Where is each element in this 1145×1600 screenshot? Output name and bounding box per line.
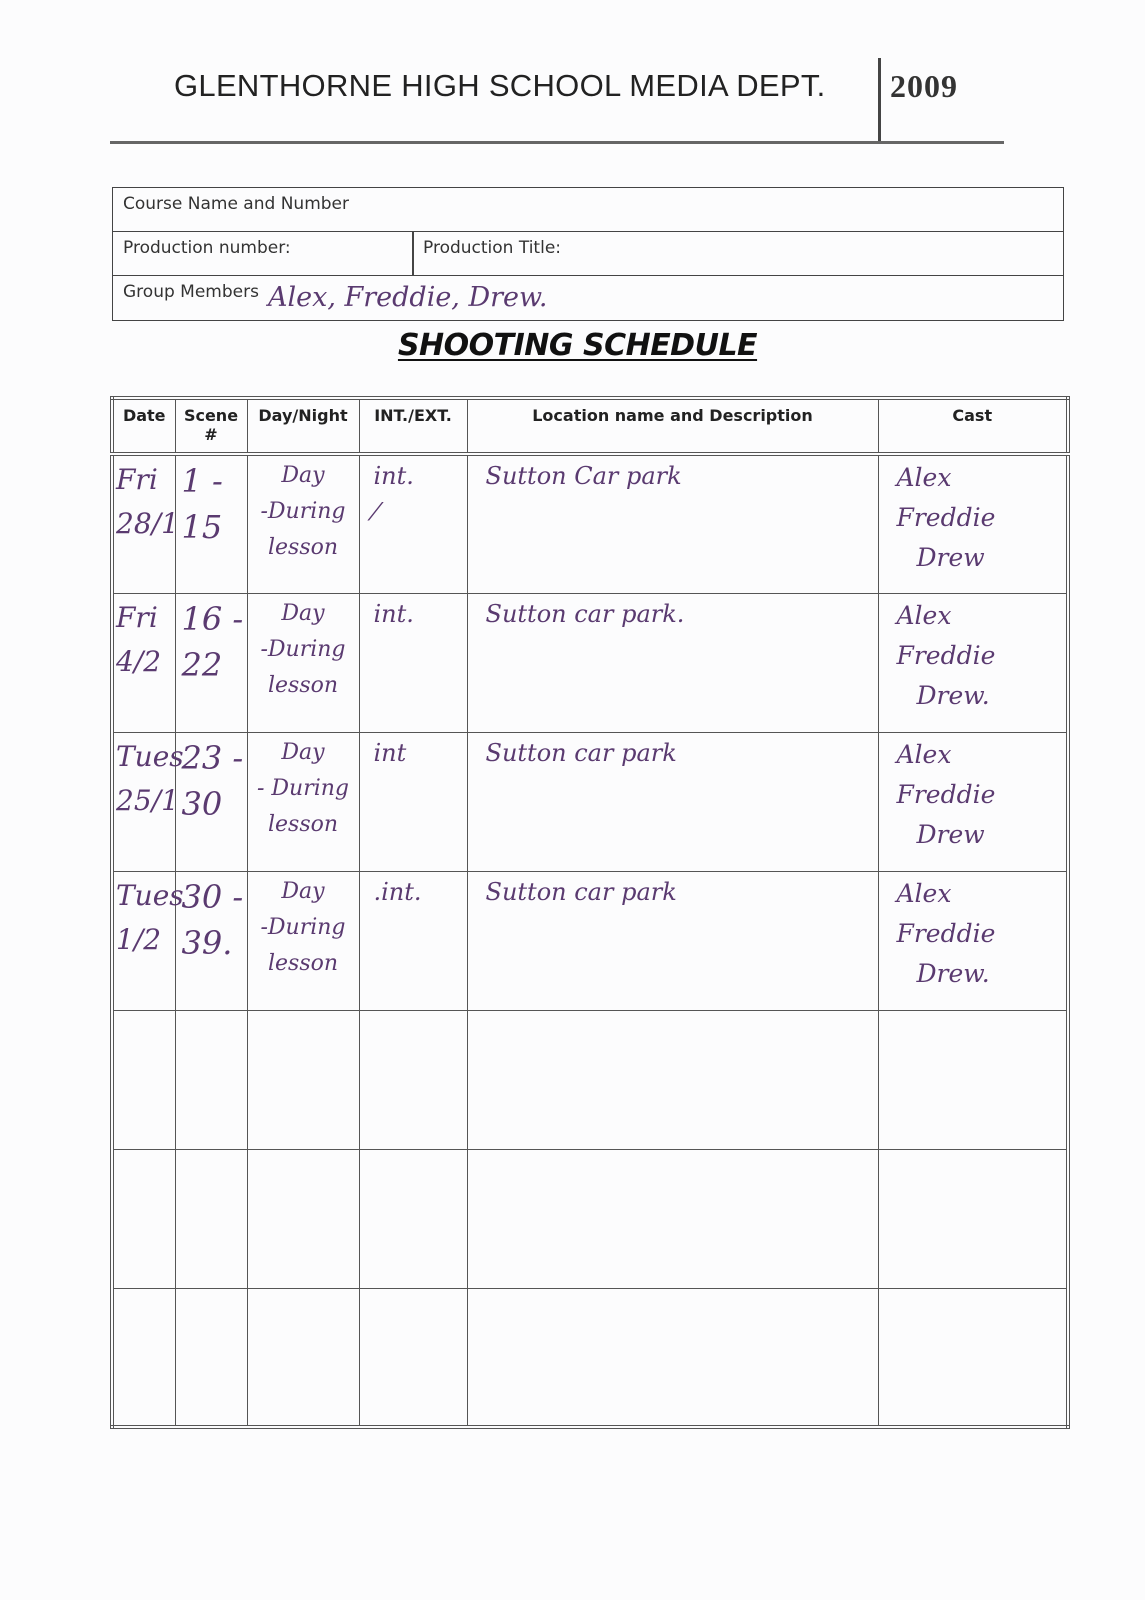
group-members-label: Group Members bbox=[123, 282, 259, 302]
daynight-line: Day bbox=[281, 878, 325, 904]
daynight-line: lesson bbox=[267, 950, 339, 976]
intext-cell bbox=[359, 1010, 467, 1149]
group-members-value: Alex, Freddie, Drew. bbox=[268, 282, 548, 313]
production-number-label: Production number: bbox=[123, 238, 291, 258]
table-row bbox=[112, 871, 1068, 1010]
group-members-row bbox=[113, 276, 1063, 320]
table-row bbox=[112, 454, 1068, 593]
location-text: Sutton Car park bbox=[485, 462, 682, 490]
cast-line: Freddie bbox=[896, 503, 996, 532]
intext-cell bbox=[359, 732, 467, 871]
daynight-line: - During bbox=[256, 775, 350, 801]
schedule-title-text: SHOOTING SCHEDULE bbox=[397, 328, 758, 363]
scene-line: 30 bbox=[181, 784, 223, 823]
location-cell bbox=[467, 1149, 878, 1288]
date-cell bbox=[112, 593, 175, 732]
intext-line: int bbox=[373, 738, 407, 767]
location-cell bbox=[467, 732, 878, 871]
daynight-cell bbox=[247, 1288, 359, 1427]
intext-cell bbox=[359, 1149, 467, 1288]
scene-cell bbox=[175, 871, 247, 1010]
header-daynight: Day/Night bbox=[247, 398, 359, 454]
production-row bbox=[113, 232, 1063, 276]
daynight-line: -During bbox=[260, 914, 346, 940]
cast-line: Freddie bbox=[896, 640, 996, 670]
cast-line: Drew bbox=[916, 819, 985, 849]
daynight-cell bbox=[247, 454, 359, 593]
daynight-line: lesson bbox=[267, 672, 339, 698]
intext-line: ⁄ bbox=[373, 498, 378, 526]
production-divider bbox=[412, 232, 414, 275]
daynight-cell bbox=[247, 593, 359, 732]
header-intext: INT./EXT. bbox=[359, 398, 467, 454]
table-row bbox=[112, 593, 1068, 732]
scene-line: 22 bbox=[181, 645, 223, 684]
cast-cell bbox=[878, 1288, 1068, 1427]
daynight-line: Day bbox=[281, 739, 325, 765]
date-line: Tues bbox=[116, 878, 184, 912]
daynight-cell bbox=[247, 1149, 359, 1288]
daynight-line: Day bbox=[281, 600, 325, 626]
scene-cell bbox=[175, 454, 247, 593]
daynight-line: -During bbox=[260, 636, 346, 662]
date-line: Fri bbox=[116, 600, 158, 634]
cast-line: Freddie bbox=[896, 779, 996, 809]
cast-line: Alex bbox=[896, 600, 952, 630]
cast-line: Alex bbox=[896, 463, 952, 492]
cast-cell bbox=[878, 593, 1068, 732]
cast-cell bbox=[878, 1149, 1068, 1288]
scene-cell bbox=[175, 1010, 247, 1149]
intext-cell bbox=[359, 1288, 467, 1427]
date-cell bbox=[112, 1288, 175, 1427]
cast-line: Drew bbox=[916, 543, 985, 572]
date-cell bbox=[112, 732, 184, 871]
cast-line: Alex bbox=[896, 878, 952, 908]
table-row bbox=[112, 1010, 1068, 1149]
table-header-row bbox=[112, 398, 1068, 454]
schedule-body bbox=[112, 454, 1068, 1427]
intext-line: .int. bbox=[373, 877, 422, 906]
shooting-schedule-table bbox=[110, 396, 1070, 1429]
header-divider-vertical bbox=[878, 58, 881, 144]
date-line: 4/2 bbox=[116, 644, 162, 678]
cast-cell bbox=[878, 454, 1068, 593]
location-text: Sutton car park bbox=[485, 738, 677, 767]
cast-line: Alex bbox=[896, 739, 952, 769]
date-line: 1/2 bbox=[116, 922, 162, 956]
course-row bbox=[113, 188, 1063, 232]
header-cast: Cast bbox=[878, 398, 1068, 454]
table-row bbox=[112, 1288, 1068, 1427]
cast-line: Freddie bbox=[896, 918, 996, 948]
date-cell bbox=[112, 1010, 175, 1149]
daynight-cell bbox=[247, 1010, 359, 1149]
scene-cell bbox=[175, 593, 247, 732]
production-title-label: Production Title: bbox=[423, 238, 562, 258]
location-cell bbox=[467, 593, 878, 732]
header-location: Location name and Description bbox=[467, 398, 878, 454]
header-rule bbox=[110, 141, 1004, 144]
scene-cell bbox=[175, 1288, 247, 1427]
location-cell bbox=[467, 1288, 878, 1427]
schedule-title bbox=[0, 328, 1145, 363]
table-row bbox=[112, 1149, 1068, 1288]
scene-cell bbox=[175, 732, 247, 871]
date-line: Fri bbox=[116, 463, 158, 496]
intext-line: int. bbox=[373, 599, 414, 628]
cast-cell bbox=[878, 871, 1068, 1010]
location-text: Sutton car park. bbox=[485, 599, 685, 628]
cast-line: Drew. bbox=[916, 680, 990, 710]
location-cell bbox=[467, 1010, 878, 1149]
info-box bbox=[112, 187, 1064, 321]
cast-cell bbox=[878, 732, 1068, 871]
scene-line: 30 - bbox=[181, 877, 244, 916]
date-line: 25/1 bbox=[116, 783, 179, 817]
table-row bbox=[112, 732, 1068, 871]
header-year: 2009 bbox=[890, 68, 958, 104]
intext-cell bbox=[359, 593, 467, 732]
date-cell bbox=[112, 454, 179, 593]
location-cell bbox=[467, 454, 878, 593]
daynight-line: -During bbox=[260, 499, 346, 524]
course-label: Course Name and Number bbox=[123, 194, 349, 214]
scene-line: 16 - bbox=[181, 599, 244, 638]
daynight-line: Day bbox=[281, 463, 325, 488]
daynight-cell bbox=[247, 732, 359, 871]
scene-cell bbox=[175, 1149, 247, 1288]
cast-cell bbox=[878, 1010, 1068, 1149]
date-line: 28/1 bbox=[116, 507, 179, 540]
header-date: Date bbox=[112, 398, 175, 454]
header-scene: Scene # bbox=[175, 398, 247, 454]
scene-line: 23 - bbox=[181, 738, 244, 777]
daynight-line: lesson bbox=[267, 811, 339, 837]
location-text: Sutton car park bbox=[485, 877, 677, 906]
date-line: Tues bbox=[116, 739, 184, 773]
intext-cell bbox=[359, 871, 467, 1010]
school-name: GLENTHORNE HIGH SCHOOL MEDIA DEPT. bbox=[174, 68, 826, 103]
scene-line: 1 - bbox=[181, 462, 223, 500]
scene-line: 39. bbox=[181, 923, 233, 962]
scene-line: 15 bbox=[181, 508, 223, 546]
date-cell bbox=[112, 871, 184, 1010]
location-cell bbox=[467, 871, 878, 1010]
intext-line: int. bbox=[373, 462, 414, 490]
cast-line: Drew. bbox=[916, 958, 990, 988]
daynight-line: lesson bbox=[267, 535, 339, 560]
daynight-cell bbox=[247, 871, 359, 1010]
intext-cell bbox=[359, 454, 467, 593]
date-cell bbox=[112, 1149, 175, 1288]
